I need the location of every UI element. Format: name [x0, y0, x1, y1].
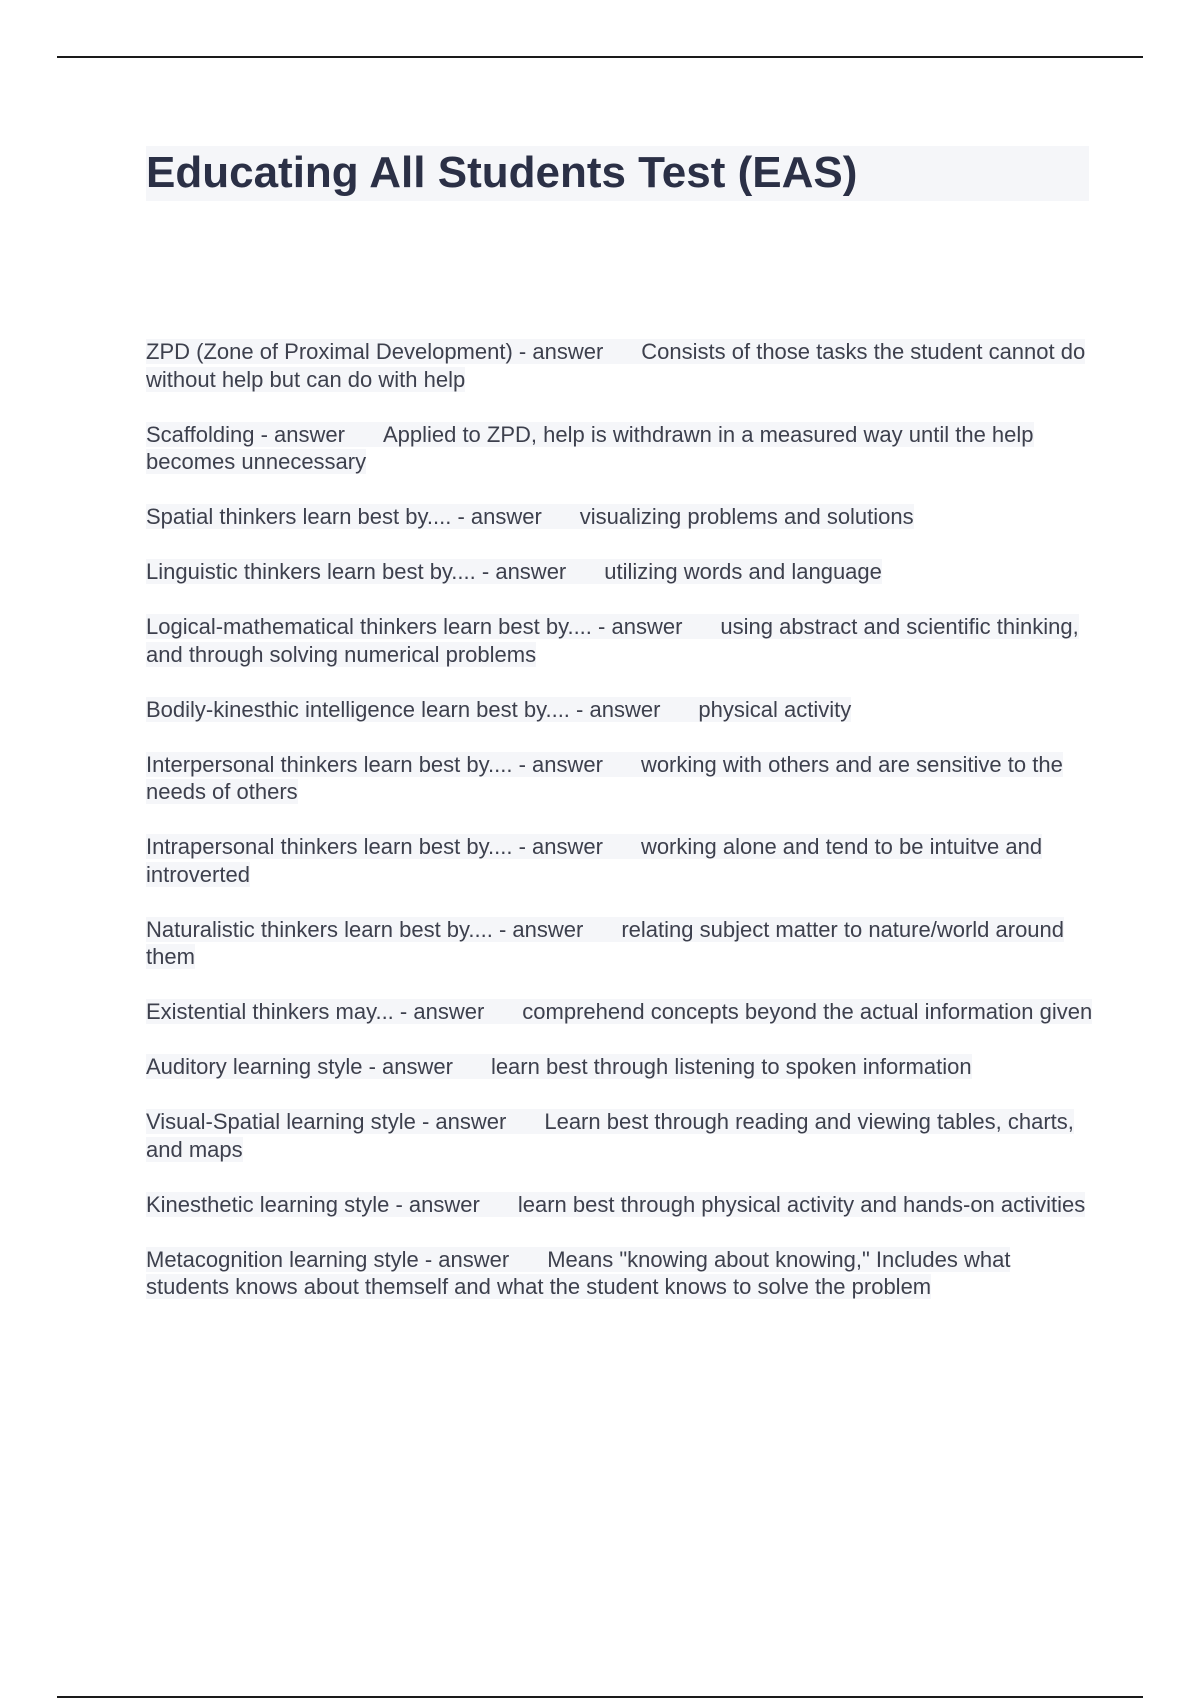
qa-definition: visualizing problems and solutions — [579, 504, 914, 529]
top-rule — [57, 56, 1143, 58]
qa-item — [146, 613, 1096, 668]
answer-marker: - answer — [368, 1054, 453, 1079]
qa-term: ZPD (Zone of Proximal Development) — [146, 339, 513, 364]
qa-term: Metacognition learning style — [146, 1246, 419, 1272]
qa-list — [146, 338, 1096, 1328]
qa-definition: working alone and tend to be intuitve and introverted — [146, 834, 1043, 887]
qa-term: Naturalistic thinkers learn best by.... — [146, 916, 493, 942]
qa-term: Visual-Spatial learning style — [146, 1109, 416, 1134]
qa-term: Kinesthetic learning style — [146, 1191, 390, 1217]
qa-definition: physical activity — [698, 696, 852, 722]
qa-term: Bodily-kinesthic intelligence learn best by.... — [146, 696, 570, 722]
qa-term: Interpersonal thinkers learn best by.... — [146, 751, 513, 777]
qa-definition: using abstract and scientific thinking, and through solving numerical problems — [146, 614, 1079, 667]
qa-definition: utilizing words and language — [604, 559, 882, 584]
qa-definition: working with others and are sensitive to the needs of others — [146, 751, 1063, 804]
answer-marker: - answer — [399, 999, 485, 1024]
qa-item — [146, 1108, 1096, 1163]
qa-item — [146, 1246, 1096, 1301]
qa-definition: learn best through physical activity and hands-on activities — [517, 1191, 1086, 1217]
bottom-rule — [57, 1696, 1143, 1698]
qa-definition: Learn best through reading and viewing tables, charts, and maps — [146, 1109, 1074, 1162]
answer-marker: - answer — [260, 421, 345, 447]
qa-item — [146, 998, 1096, 1026]
qa-definition: relating subject matter to nature/world around them — [146, 916, 1065, 969]
qa-item — [146, 916, 1096, 971]
qa-term: Auditory learning style — [146, 1054, 363, 1079]
qa-term: Scaffolding — [146, 421, 255, 447]
qa-term: Linguistic thinkers learn best by.... — [146, 559, 476, 584]
answer-marker: - answer — [457, 504, 542, 529]
qa-term: Intrapersonal thinkers learn best by.... — [146, 834, 513, 859]
answer-marker: - answer — [395, 1191, 480, 1217]
qa-item — [146, 696, 1096, 724]
answer-marker: - answer — [518, 751, 603, 777]
qa-definition: Consists of those tasks the student cannot do without help but can do with help — [146, 339, 1086, 392]
answer-marker: - answer — [481, 559, 567, 584]
qa-term: Existential thinkers may... — [146, 999, 394, 1024]
answer-marker: - answer — [576, 696, 661, 722]
qa-definition: Means "knowing about knowing," Includes what students knows about themself and what the student knows to solve the problem — [146, 1246, 1011, 1299]
answer-marker: - answer — [424, 1246, 510, 1272]
answer-marker: - answer — [518, 834, 603, 859]
qa-item — [146, 503, 1096, 531]
answer-marker: - answer — [518, 339, 604, 364]
qa-item — [146, 833, 1096, 888]
qa-term: Spatial thinkers learn best by.... — [146, 504, 452, 529]
qa-item — [146, 751, 1096, 806]
qa-item — [146, 558, 1096, 586]
qa-term: Logical-mathematical thinkers learn best by.... — [146, 614, 592, 639]
qa-item — [146, 421, 1096, 476]
qa-item — [146, 1053, 1096, 1081]
qa-item — [146, 1191, 1096, 1219]
qa-definition: learn best through listening to spoken information — [490, 1054, 972, 1079]
answer-marker: - answer — [598, 614, 683, 639]
qa-definition: Applied to ZPD, help is withdrawn in a measured way until the help becomes unnecessary — [146, 421, 1034, 474]
answer-marker: - answer — [421, 1109, 507, 1134]
answer-marker: - answer — [498, 916, 584, 942]
qa-item — [146, 338, 1096, 393]
qa-definition: comprehend concepts beyond the actual information given — [522, 999, 1093, 1024]
document-title: Educating All Students Test (EAS) — [146, 148, 858, 197]
